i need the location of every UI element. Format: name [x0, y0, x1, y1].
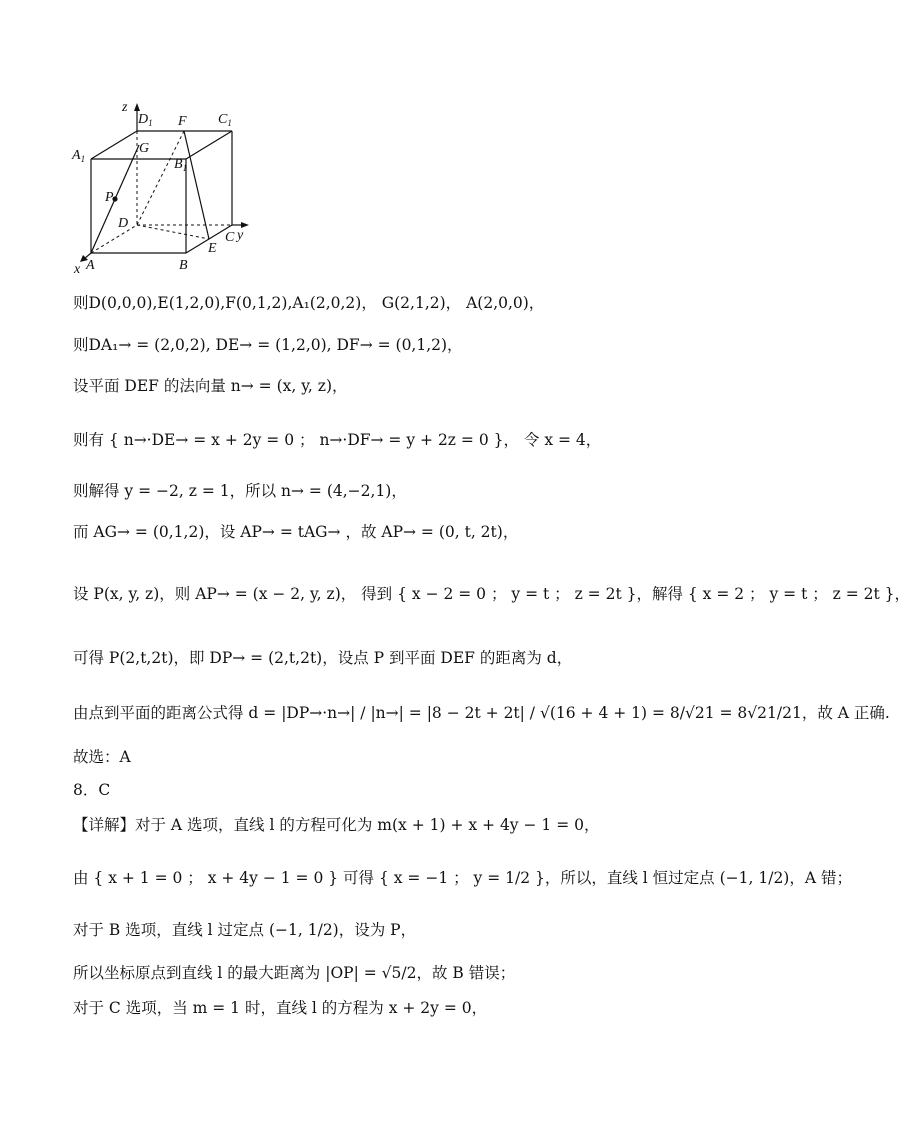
- label-A1: $A_1$: [72, 148, 86, 164]
- cube-figure: [60, 95, 260, 280]
- fixed-point-line: 由 { x + 1 = 0 ； x + 4y − 1 = 0 } 可得 { x = −1 ； y = 1/2 }，所以，直线 l 恒过定点 (−1, 1/2)，A 错；: [73, 869, 852, 887]
- z-axis-arrow: [134, 103, 140, 111]
- ag-vector-line: 而 AG→ = (0,1,2)，设 AP→ = tAG→ ，故 AP→ = (0, t, 2t)，: [73, 523, 519, 541]
- answer-line: 故选：A: [73, 748, 131, 766]
- option-b-line: 对于 B 选项，直线 l 过定点 (−1, 1/2)，设为 P，: [73, 921, 417, 939]
- normal-vector-solution-line: 则解得 y = −2, z = 1，所以 n→ = (4,−2,1)，: [73, 482, 407, 500]
- label-F: F: [178, 114, 187, 129]
- normal-vector-setup-line: 设平面 DEF 的法向量 n→ = (x, y, z)，: [73, 377, 348, 395]
- label-x: x: [74, 262, 81, 277]
- max-distance-line: 所以坐标原点到直线 l 的最大距离为 |OP| = √5/2，故 B 错误；: [73, 964, 516, 982]
- distance-formula-line: 由点到平面的距离公式得 d = |DP→·n→| / |n→| = |8 − 2t + 2t| / √(16 + 4 + 1) = 8/√21 = 8√21/21，故 A 正确.: [73, 704, 890, 722]
- edge-A1D1: [91, 131, 137, 159]
- label-y: y: [237, 228, 244, 243]
- question-number: 8．C: [73, 781, 111, 799]
- dp-vector-line: 可得 P(2,t,2t)，即 DP→ = (2,t,2t)，设点 P 到平面 DEF 的距离为 d，: [73, 649, 573, 667]
- coordinates-line: 则D(0,0,0),E(1,2,0),F(0,1,2),A₁(2,0,2)， G(2,1,2)， A(2,0,0)，: [73, 294, 545, 312]
- edge-AD-hidden: [91, 225, 137, 253]
- edge-B1C1: [186, 131, 232, 159]
- equation-system-line: 则有 { n→·DE→ = x + 2y = 0 ； n→·DF→ = y + 2z = 0 }， 令 x = 4，: [73, 431, 602, 449]
- label-z: z: [122, 100, 128, 115]
- label-G: G: [139, 141, 150, 156]
- label-D: D: [118, 216, 129, 231]
- label-E: E: [208, 241, 217, 256]
- label-C: C: [225, 230, 235, 245]
- option-c-line: 对于 C 选项，当 m = 1 时，直线 l 的方程为 x + 2y = 0，: [73, 999, 488, 1017]
- label-B: B: [179, 258, 188, 273]
- label-D1: $D_1$: [138, 112, 153, 128]
- point-p-setup-line: 设 P(x, y, z)，则 AP→ = (x − 2, y, z)， 得到 { x − 2 = 0 ； y = t ； z = 2t }，解得 { x = 2 ； y = t ； z = 2t }，: [73, 585, 910, 603]
- vectors-line: 则DA₁→ = (2,0,2), DE→ = (1,2,0), DF→ = (0,1,2)，: [73, 336, 463, 354]
- segment-DE: [137, 225, 209, 239]
- label-P: P: [105, 190, 114, 205]
- detail-heading-line: 【详解】对于 A 选项，直线 l 的方程可化为 m(x + 1) + x + 4y − 1 = 0，: [73, 816, 600, 834]
- label-C1: $C_1$: [218, 112, 232, 128]
- label-B1: $B_1$: [174, 157, 188, 173]
- cube-diagram: [60, 95, 260, 280]
- label-A: A: [86, 258, 95, 273]
